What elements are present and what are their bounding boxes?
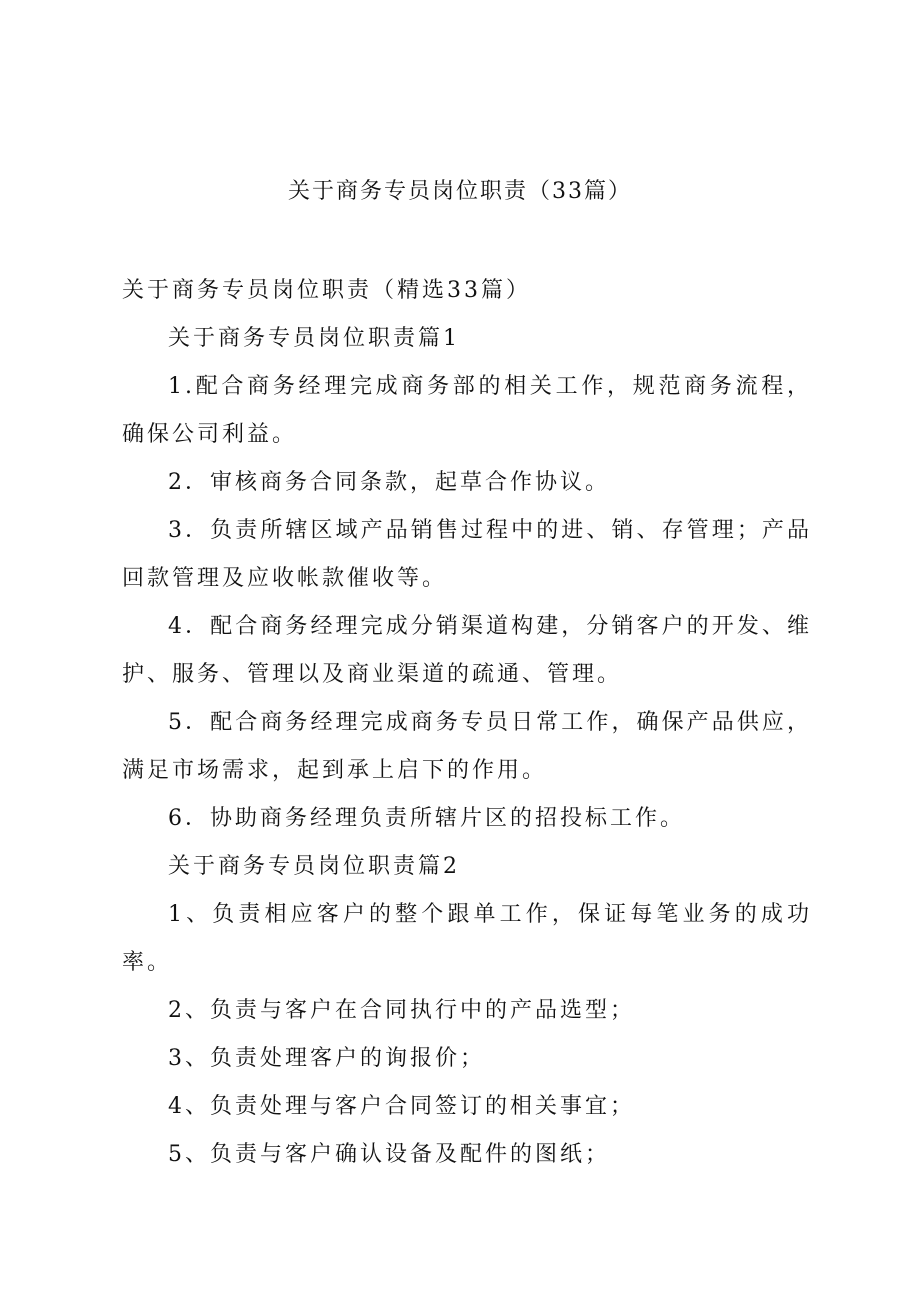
section-heading: 关于商务专员岗位职责篇2 <box>168 854 460 879</box>
list-item: 5．配合商务经理完成商务专员日常工作，确保产品供应，满足市场需求，起到承上启下的作用。 <box>122 710 812 783</box>
document-body <box>122 267 812 1179</box>
list-item: 1.配合商务经理完成商务部的相关工作，规范商务流程，确保公司利益。 <box>122 374 812 447</box>
section-heading: 关于商务专员岗位职责篇1 <box>168 326 460 351</box>
list-item: 2．审核商务合同条款，起草合作协议。 <box>168 470 610 495</box>
document-subtitle: 关于商务专员岗位职责（精选33篇） <box>122 278 531 303</box>
list-item: 3．负责所辖区域产品销售过程中的进、销、存管理；产品回款管理及应收帐款催收等。 <box>122 518 812 591</box>
list-item: 6．协助商务经理负责所辖片区的招投标工作。 <box>168 806 685 831</box>
list-item: 4、负责处理与客户合同签订的相关事宜； <box>168 1094 635 1119</box>
list-item: 4．配合商务经理完成分销渠道构建，分销客户的开发、维护、服务、管理以及商业渠道的疏通、管理。 <box>122 614 812 687</box>
list-item: 1、负责相应客户的整个跟单工作，保证每笔业务的成功率。 <box>122 902 812 975</box>
list-item: 3、负责处理客户的询报价； <box>168 1046 485 1071</box>
list-item: 2、负责与客户在合同执行中的产品选型； <box>168 998 635 1023</box>
document-title: 关于商务专员岗位职责（33篇） <box>288 179 632 204</box>
list-item: 5、负责与客户确认设备及配件的图纸； <box>168 1142 610 1167</box>
